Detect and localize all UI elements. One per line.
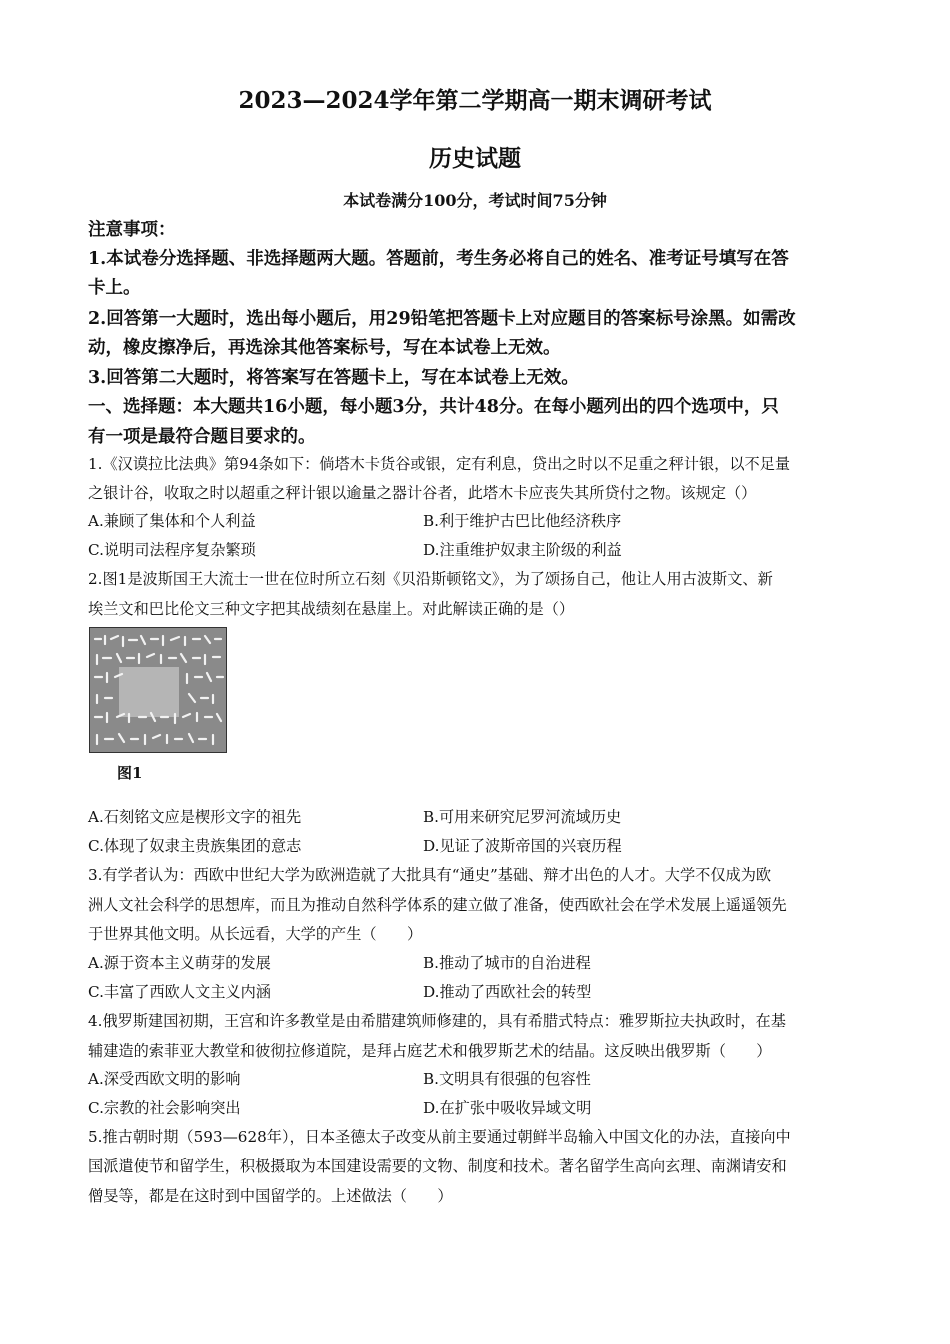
notice-heading: 注意事项： — [88, 220, 176, 240]
question-4-option-d: D.在扩张中吸收异域文明 — [423, 1099, 592, 1117]
question-1-stem: 之银计谷，收取之时以超重之秤计银以逾量之器计谷者，此塔木卡应丧失其所贷付之物。该规定（） — [88, 484, 757, 502]
question-2-stem: 埃兰文和巴比伦文三种文字把其战绩刻在悬崖上。对此解读正确的是（） — [88, 600, 574, 618]
question-4-option-a: A.深受西欧文明的影响 — [88, 1070, 241, 1088]
notice-line: 1.本试卷分选择题、非选择题两大题。答题前，考生务必将自己的姓名、准考证号填写在答 — [88, 249, 789, 269]
section-heading-line: 有一项是最符合题目要求的。 — [88, 427, 316, 447]
question-4-stem: 辅建造的索菲亚大教堂和彼彻拉修道院，是拜占庭艺术和俄罗斯艺术的结晶。这反映出俄罗斯（ ） — [88, 1042, 772, 1060]
section-heading-line: 一、选择题：本大题共16小题，每小题3分，共计48分。在每小题列出的四个选项中，只 — [88, 397, 779, 417]
question-2-option-d: D.见证了波斯帝国的兴衰历程 — [423, 837, 622, 855]
question-1-option-a: A.兼顾了集体和个人利益 — [88, 512, 256, 530]
figure-caption: 图1 — [117, 764, 143, 782]
question-4-stem: 4.俄罗斯建国初期，王宫和许多教堂是由希腊建筑师修建的，具有希腊式特点：雅罗斯拉夫执政时，在基 — [88, 1012, 786, 1030]
question-3-option-a: A.源于资本主义萌芽的发展 — [88, 954, 271, 972]
question-3-stem: 3.有学者认为：西欧中世纪大学为欧洲造就了大批具有“通史”基础、辩才出色的人才。大学不仅成为欧 — [88, 866, 772, 884]
question-5-stem: 僧旻等，都是在这时到中国留学的。上述做法（ ） — [88, 1187, 453, 1205]
question-2-stem: 2.图1是波斯国王大流士一世在位时所立石刻《贝沿斯顿铭文》，为了颂扬自己，他让人用古波斯文、新 — [88, 570, 773, 588]
question-1-option-d: D.注重维护奴隶主阶级的利益 — [423, 541, 622, 559]
behistun-inscription-image — [89, 627, 227, 753]
question-2-option-a: A.石刻铭文应是楔形文字的祖先 — [88, 808, 302, 826]
notice-line: 3.回答第二大题时，将答案写在答题卡上，写在本试卷上无效。 — [88, 368, 579, 388]
question-3-stem: 洲人文社会科学的思想库，而且为推动自然科学体系的建立做了准备，使西欧社会在学术发展上遥遥领先 — [88, 896, 787, 914]
question-1-option-c: C.说明司法程序复杂繁琐 — [88, 541, 256, 559]
subject-title: 历史试题 — [429, 145, 521, 172]
question-4-option-c: C.宗教的社会影响突出 — [88, 1099, 241, 1117]
question-2-option-b: B.可用来研究尼罗河流域历史 — [423, 808, 622, 826]
question-3-option-b: B.推动了城市的自治进程 — [423, 954, 591, 972]
question-3-option-d: D.推动了西欧社会的转型 — [423, 983, 592, 1001]
exam-info: 本试卷满分100分，考试时间75分钟 — [343, 191, 607, 210]
notice-line: 动，橡皮擦净后，再选涂其他答案标号，写在本试卷上无效。 — [88, 338, 561, 358]
question-4-option-b: B.文明具有很强的包容性 — [423, 1070, 591, 1088]
notice-line: 2.回答第一大题时，选出每小题后，用29铅笔把答题卡上对应题目的答案标号涂黑。如需改 — [88, 309, 796, 329]
exam-title: 2023—2024学年第二学期高一期末调研考试 — [238, 87, 712, 114]
question-1-option-b: B.利于维护古巴比他经济秩序 — [423, 512, 622, 530]
question-2-option-c: C.体现了奴隶主贵族集团的意志 — [88, 837, 302, 855]
notice-line: 卡上。 — [88, 278, 141, 298]
question-3-stem: 于世界其他文明。从长远看，大学的产生（ ） — [88, 925, 423, 943]
question-1-stem: 1.《汉谟拉比法典》第94条如下：倘塔木卡货谷或银，定有利息，贷出之时以不足重之秤计银，以不足量 — [88, 455, 791, 473]
question-5-stem: 国派遣使节和留学生，积极摄取为本国建设需要的文物、制度和技术。著名留学生高向玄理、南渊请安和 — [88, 1157, 787, 1175]
question-5-stem: 5.推古朝时期（593—628年），日本圣德太子改变从前主要通过朝鲜半岛输入中国文化的办法，直接向中 — [88, 1128, 791, 1146]
question-3-option-c: C.丰富了西欧人文主义内涵 — [88, 983, 271, 1001]
